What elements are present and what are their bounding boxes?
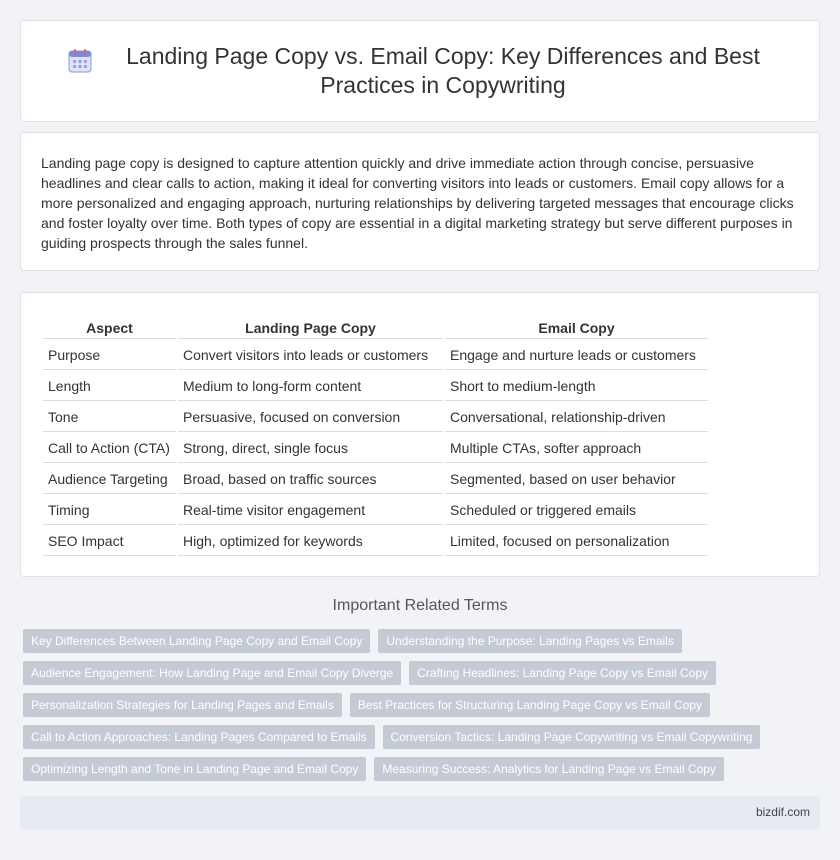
table-row [43, 434, 708, 463]
page-title: Landing Page Copy vs. Email Copy: Key Differences and Best Practices in Copywriting [126, 43, 760, 98]
cell-landing: Strong, direct, single focus [178, 434, 443, 463]
cell-landing: Broad, based on traffic sources [178, 465, 443, 494]
related-term-link[interactable]: Optimizing Length and Tone in Landing Page and Email Copy [23, 757, 366, 781]
tag-row [23, 661, 803, 685]
cell-aspect: Tone [43, 403, 176, 432]
cell-aspect: Length [43, 372, 176, 401]
header-landing-page-copy: Landing Page Copy [178, 317, 443, 339]
cell-aspect: Purpose [43, 341, 176, 370]
intro-card [20, 132, 820, 271]
title-wrap [67, 42, 773, 100]
related-term-link[interactable]: Best Practices for Structuring Landing Page Copy vs Email Copy [350, 693, 710, 717]
table-row [43, 465, 708, 494]
header-aspect: Aspect [43, 317, 176, 339]
cell-email: Multiple CTAs, softer approach [445, 434, 708, 463]
table-row [43, 527, 708, 556]
related-term-link[interactable]: Key Differences Between Landing Page Copy and Email Copy [23, 629, 370, 653]
cell-landing: Real-time visitor engagement [178, 496, 443, 525]
comparison-table-card [20, 292, 820, 577]
tag-row [23, 757, 803, 781]
intro-paragraph: Landing page copy is designed to capture attention quickly and drive immediate action through concise, persuasive headlines and clear calls to action, making it ideal for converting visitors into leads or customers. Email copy allows for a more personalized and engaging approach, nurturing relationships by delivering targeted messages that encourage clicks and foster loyalty over time. Both types of copy are essential in a digital marketing strategy but serve different purposes in guiding prospects through the sales funnel. [41, 155, 794, 251]
footer-site-link[interactable]: bizdif.com [755, 805, 810, 819]
related-term-link[interactable]: Audience Engagement: How Landing Page and Email Copy Diverge [23, 661, 401, 685]
cell-landing: Persuasive, focused on conversion [178, 403, 443, 432]
related-terms-list [23, 629, 803, 789]
footer [20, 796, 820, 829]
cell-email: Limited, focused on personalization [445, 527, 708, 556]
header-email-copy: Email Copy [445, 317, 708, 339]
related-term-link[interactable]: Call to Action Approaches: Landing Pages Compared to Emails [23, 725, 375, 749]
cell-aspect: SEO Impact [43, 527, 176, 556]
related-term-link[interactable]: Understanding the Purpose: Landing Pages vs Emails [378, 629, 682, 653]
cell-aspect: Audience Targeting [43, 465, 176, 494]
cell-landing: High, optimized for keywords [178, 527, 443, 556]
table-header-row [43, 317, 708, 339]
cell-email: Scheduled or triggered emails [445, 496, 708, 525]
cell-email: Conversational, relationship-driven [445, 403, 708, 432]
tag-row [23, 693, 803, 717]
table-row [43, 372, 708, 401]
calendar-icon [67, 48, 93, 74]
cell-email: Segmented, based on user behavior [445, 465, 708, 494]
related-term-link[interactable]: Conversion Tactics: Landing Page Copywriting vs Email Copywriting [383, 725, 761, 749]
title-card [20, 20, 820, 122]
comparison-table [41, 315, 710, 558]
table-row [43, 403, 708, 432]
table-row [43, 341, 708, 370]
related-term-link[interactable]: Personalization Strategies for Landing Pages and Emails [23, 693, 342, 717]
tag-row [23, 725, 803, 749]
related-term-link[interactable]: Measuring Success: Analytics for Landing Page vs Email Copy [374, 757, 724, 781]
cell-aspect: Call to Action (CTA) [43, 434, 176, 463]
tag-row [23, 629, 803, 653]
cell-landing: Convert visitors into leads or customers [178, 341, 443, 370]
cell-aspect: Timing [43, 496, 176, 525]
table-row [43, 496, 708, 525]
related-terms-heading: Important Related Terms [332, 597, 508, 614]
cell-landing: Medium to long-form content [178, 372, 443, 401]
cell-email: Engage and nurture leads or customers [445, 341, 708, 370]
related-term-link[interactable]: Crafting Headlines: Landing Page Copy vs Email Copy [409, 661, 716, 685]
cell-email: Short to medium-length [445, 372, 708, 401]
